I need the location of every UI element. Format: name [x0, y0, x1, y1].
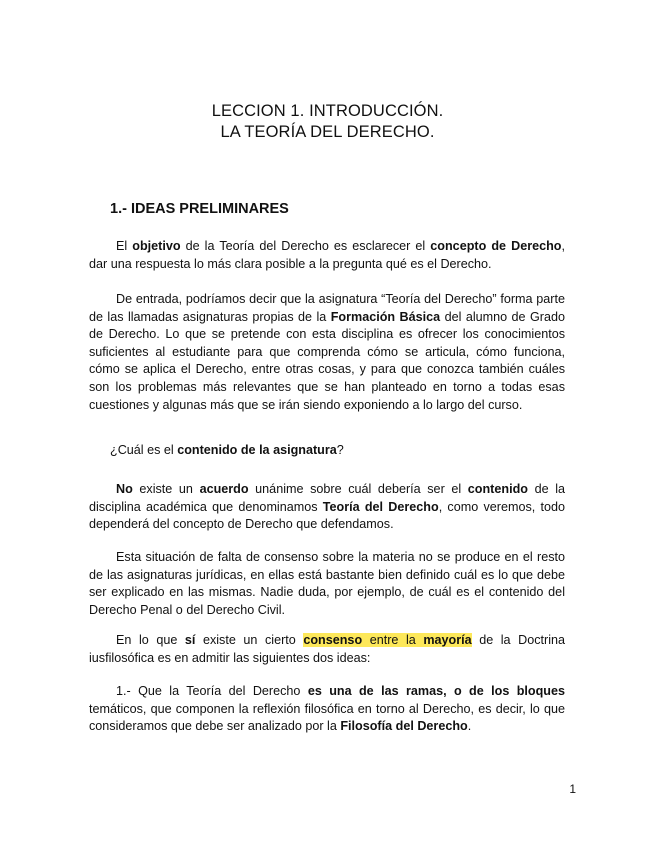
paragraph-question	[110, 442, 570, 460]
text-run: ?	[336, 443, 344, 457]
highlighted-run: mayoría	[423, 633, 472, 647]
bold-run: concepto de Derecho	[430, 239, 562, 253]
text-run: 1.- Que la Teoría del Derecho	[116, 684, 308, 698]
bold-run: contenido de la asignatura	[177, 443, 337, 457]
bold-run: sí	[184, 633, 196, 647]
text-run: , dar una respuesta lo más clara posible a la pregunta qué es el Derecho.	[89, 239, 565, 271]
paragraph-objetivo	[89, 238, 565, 273]
text-run: ¿Cuál es el	[110, 443, 178, 457]
paragraph-consenso	[89, 632, 565, 667]
bold-run: objetivo	[132, 239, 181, 253]
document-title-line-2: LA TEORÍA DEL DERECHO.	[220, 123, 435, 141]
bold-run: Formación Básica	[330, 309, 441, 324]
text-run: unánime sobre cuál debería ser el	[248, 482, 468, 496]
text-run: existe un	[132, 482, 200, 496]
text-run: de la Doctrina iusfilosófica es en admitir las siguientes dos ideas:	[89, 633, 566, 665]
text-run: temáticos, que componen la reflexión filosófica en torno al Derecho, es decir, lo que consideramos que debe ser analizado por la	[89, 701, 565, 734]
text-run: Esta situación de falta de consenso sobre la materia no se produce en el resto de las asignaturas jurídicas, en ellas está bastante bien definido cuál es lo que debe ser explicado en las mismas. Nadie duda, por ejemplo, de cuál es el contenido del Derecho Penal o del Derecho Civil.	[89, 550, 565, 617]
highlighted-run: entre la	[362, 633, 424, 647]
bold-run: No	[116, 482, 133, 496]
bold-run: Teoría del Derecho	[322, 499, 439, 514]
text-run: De entrada, podríamos decir que la asignatura “Teoría del Derecho” forma parte de las llamadas asignaturas propias de la	[89, 292, 565, 324]
text-run: .	[467, 719, 472, 734]
bold-run: acuerdo	[199, 482, 249, 496]
text-run: En lo que	[116, 633, 185, 647]
document-title-line-1: LECCION 1. INTRODUCCIÓN.	[211, 102, 444, 120]
paragraph-de-entrada	[89, 291, 565, 414]
text-run: existe un cierto	[195, 633, 304, 647]
paragraph-no-acuerdo	[89, 481, 565, 534]
text-run: del alumno de Grado de Derecho. Lo que se pretende con esta disciplina es ofrecer los conocimientos suficientes al estudiante para que comprenda cómo se articula, cómo funciona, cómo se aplica el Derecho, entre otras cosas, y para que conozca también cuáles son los problemas más relevantes que se han planteado en torno a todas esas cuestiones y algunas más que se irán siendo exponiendo a lo largo del curso.	[89, 309, 565, 412]
text-run: de la disciplina académica que denominamos	[89, 482, 566, 514]
text-run: , como veremos, todo dependerá del concepto de Derecho que defendamos.	[89, 499, 565, 532]
highlighted-run: consenso	[303, 633, 363, 647]
section-heading: 1.- IDEAS PRELIMINARES	[110, 201, 289, 217]
page-number: 1	[569, 782, 576, 796]
text-run: de la Teoría del Derecho es esclarecer el	[180, 239, 431, 253]
text-run: El	[116, 239, 133, 253]
paragraph-idea-1	[89, 683, 565, 736]
bold-run: es una de las ramas, o de los bloques	[307, 684, 565, 698]
paragraph-falta-consenso	[89, 549, 565, 619]
bold-run: contenido	[467, 482, 528, 496]
bold-run: Filosofía del Derecho	[340, 719, 468, 734]
